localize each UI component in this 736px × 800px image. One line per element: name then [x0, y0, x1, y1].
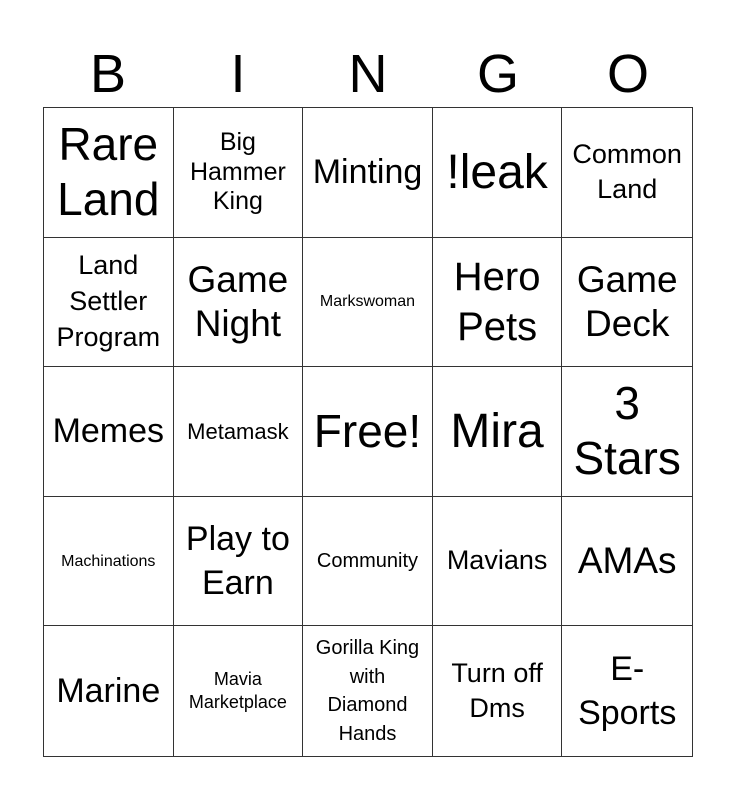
bingo-cell[interactable] [44, 108, 174, 238]
cell-label: 3 Stars [573, 377, 681, 485]
cell-label: E-Sports [578, 650, 677, 733]
cell-label: Rare Land [57, 118, 160, 226]
bingo-cell[interactable] [433, 108, 563, 238]
cell-label: Free! [313, 404, 422, 457]
bingo-cell[interactable] [174, 497, 304, 627]
cell-label: Mira [450, 404, 544, 458]
bingo-cell[interactable] [44, 497, 174, 627]
cell-label: Community [316, 549, 419, 572]
cell-label: Common Land [572, 138, 682, 205]
bingo-cell[interactable] [433, 367, 563, 497]
bingo-cell[interactable] [174, 108, 304, 238]
cell-label: AMAs [577, 539, 677, 581]
bingo-cell[interactable] [44, 367, 174, 497]
bingo-cell[interactable] [303, 367, 433, 497]
cell-label: Play to Earn [185, 519, 290, 603]
cell-label: Metamask [187, 418, 289, 444]
bingo-cell[interactable] [174, 626, 304, 756]
cell-label: Mavia Marketplace [188, 668, 287, 713]
cell-label: Memes [52, 412, 165, 451]
bingo-cell[interactable] [303, 626, 433, 756]
cell-label: Gorilla King with Diamond Hands [315, 637, 420, 745]
cell-label: Hero Pets [453, 254, 541, 349]
bingo-cell[interactable] [433, 238, 563, 368]
bingo-cell[interactable] [44, 238, 174, 368]
bingo-cell[interactable] [174, 238, 304, 368]
bingo-cell[interactable] [562, 497, 692, 627]
cell-label: Turn off Dms [451, 657, 543, 724]
cell-label: Minting [312, 153, 423, 192]
header-letter-b: B [89, 44, 127, 104]
cell-label: Game Night [187, 258, 289, 344]
bingo-cell[interactable] [174, 367, 304, 497]
cell-label: Marine [56, 672, 161, 711]
cell-label: Markswoman [319, 293, 416, 311]
cell-label: Machinations [61, 552, 156, 570]
bingo-cell[interactable] [433, 497, 563, 627]
header-letter-n: N [348, 44, 388, 104]
bingo-cell[interactable] [562, 367, 692, 497]
bingo-cell[interactable] [303, 497, 433, 627]
header-letter-g: G [476, 44, 519, 104]
bingo-cell[interactable] [303, 238, 433, 368]
bingo-cell[interactable] [562, 108, 692, 238]
bingo-board [43, 107, 693, 757]
header-letter-o: O [606, 44, 649, 104]
cell-label: !leak [446, 145, 548, 199]
bingo-cell[interactable] [562, 626, 692, 756]
cell-label: Land Settler Program [56, 250, 161, 352]
bingo-cell[interactable] [562, 238, 692, 368]
bingo-cell[interactable] [433, 626, 563, 756]
bingo-cell[interactable] [303, 108, 433, 238]
bingo-header [43, 40, 693, 108]
cell-label: Big Hammer King [189, 128, 286, 216]
cell-label: Mavians [446, 545, 548, 576]
cell-label: Game Deck [576, 258, 678, 344]
bingo-cell[interactable] [44, 626, 174, 756]
header-letter-i: I [230, 44, 246, 104]
